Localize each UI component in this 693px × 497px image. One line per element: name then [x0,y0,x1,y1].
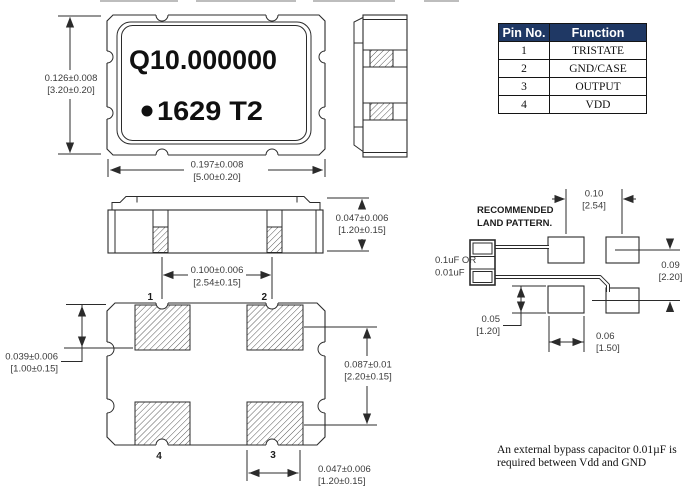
pin-function-cell: TRISTATE [550,42,647,60]
land-x-pitch-dimension [552,189,636,235]
land-pad-bottom-left [548,286,584,313]
end-view-lid [354,18,363,152]
pad-pitch-dimension [162,257,272,299]
pad-1 [135,305,190,350]
pin-table-header-function: Function [550,24,647,42]
pin-function-cell: GND/CASE [550,60,647,78]
package-outline [107,15,325,155]
end-view-body [363,15,407,157]
pad-3 [247,402,303,445]
dim-text: 0.047±0.006 [318,464,371,475]
page-edge-artifacts [100,0,459,2]
pin-label-4: 4 [156,451,162,462]
pin-function-table [498,23,647,114]
dim-text: [1.20] [476,326,500,337]
land-pattern-title: LAND PATTERN. [477,218,553,229]
dim-text: 0.05 [481,314,500,325]
top-view [101,9,331,161]
pin-function-cell: VDD [550,96,647,114]
capacitor-value-label: 0.1uF OR [435,255,477,266]
land-pad-top-left [548,237,584,263]
side-view-body [108,210,323,253]
dim-text: [2.20] [658,272,683,283]
land-pattern [435,189,682,355]
dim-text: 0.039±0.006 [5,351,58,363]
end-view [354,15,407,157]
note-line: An external bypass capacitor 0.01µF is [497,444,677,456]
table-row [499,78,647,96]
dim-text: [2.20±0.15] [344,371,392,383]
dim-text: 0.087±0.01 [344,359,392,371]
pin1-index-dot [142,106,153,117]
bypass-note [497,444,677,469]
pad-2 [247,305,303,350]
pin-label-2: 2 [261,292,267,303]
side-view [108,197,323,254]
dim-text: 0.09 [661,260,680,271]
top-view-height-dimension [45,16,101,154]
side-view-pad [267,227,282,253]
dim-text: [2.54] [582,200,606,212]
marking-datecode: 1629 T2 [157,96,263,126]
dim-text: [1.20±0.15] [318,476,366,487]
pad-width-dimension [247,450,371,487]
pin-label-1: 1 [147,292,153,303]
end-view-pad [370,103,393,120]
top-view-width-dimension [108,159,325,183]
pin-label-3: 3 [270,450,276,461]
dim-text: [3.20±0.20] [47,85,95,96]
capacitor-value-label: 0.01uF [435,267,465,279]
dim-text: [1.50] [596,343,620,354]
bottom-view [100,292,332,462]
pin-number-cell: 3 [499,78,550,96]
land-pad-height-dimension [476,286,546,337]
pin-number-cell: 4 [499,96,550,114]
dim-text: 0.197±0.008 [190,159,244,171]
table-row [499,60,647,78]
table-row [499,96,647,114]
pin-number-cell: 2 [499,60,550,78]
dim-text: 0.126±0.008 [44,73,98,84]
land-pattern-title: RECOMMENDED [477,205,554,216]
pin-table-header-pin: Pin No. [499,24,550,42]
table-row [499,42,647,60]
land-pad-width-dimension [549,316,620,354]
pin-number-cell: 1 [499,42,550,60]
dim-text: [2.54±0.15] [193,277,241,289]
note-line: required between Vdd and GND [497,457,647,469]
side-view-lid [112,197,320,211]
side-view-pad [153,227,168,253]
dim-text: 0.10 [584,188,604,200]
dim-text: [5.00±0.20] [193,172,241,183]
dim-text: 0.100±0.006 [190,265,244,276]
pin-function-cell: OUTPUT [550,78,647,96]
dim-text: [1.00±0.15] [10,363,58,375]
dim-text: [1.20±0.15] [338,225,386,236]
marking-frequency: Q10.000000 [129,45,277,75]
end-view-pad [370,50,393,67]
side-view-height-dimension [327,198,388,251]
dim-text: 0.06 [596,331,615,342]
dim-text: 0.047±0.006 [335,213,389,224]
